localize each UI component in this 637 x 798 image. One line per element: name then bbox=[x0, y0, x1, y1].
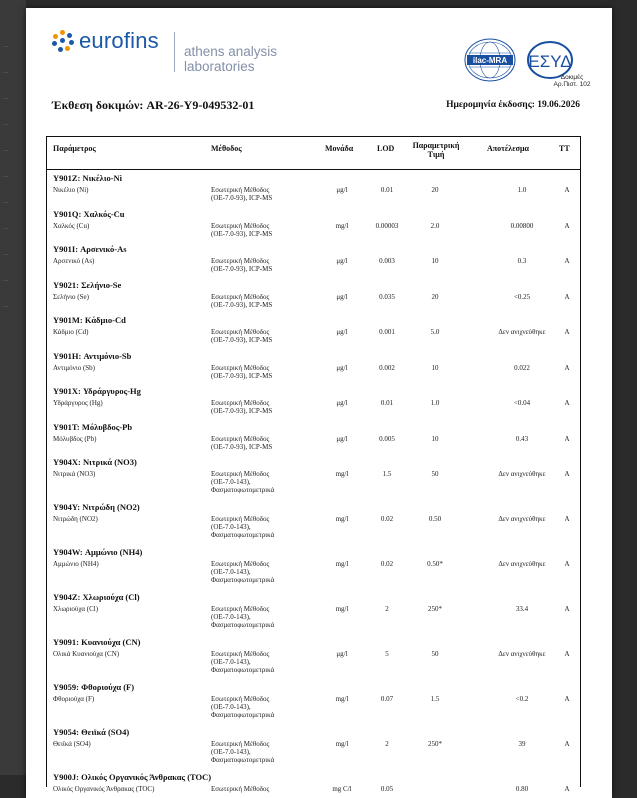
eurofins-logo bbox=[52, 28, 159, 54]
svg-text:ΕΣΥΔ: ΕΣΥΔ bbox=[528, 52, 572, 71]
row-method-line: Εσωτερική Μέθοδος bbox=[211, 740, 270, 748]
row-parametric: 10 bbox=[431, 257, 439, 265]
results-table bbox=[46, 136, 581, 793]
row-lod: 0.035 bbox=[379, 292, 395, 301]
row-parameter: Χαλκός (Cu) bbox=[53, 221, 90, 230]
row-method-line: Φασματοφωτομετρικά bbox=[211, 531, 275, 539]
row-parametric: 250* bbox=[428, 740, 442, 748]
row-tt: A bbox=[564, 650, 570, 658]
header-lod: LOD bbox=[377, 144, 395, 153]
row-parameter: Θειϊκά (SO4) bbox=[53, 740, 91, 748]
row-unit: μg/l bbox=[336, 292, 348, 301]
row-method-line: Εσωτερική Μέθοδος bbox=[211, 363, 270, 372]
row-parameter: Νικέλιο (Ni) bbox=[53, 186, 89, 194]
row-method-line: (ΟΕ-7.0-143), bbox=[211, 523, 251, 531]
row-parameter: Ολικά Κυανιούχα (CN) bbox=[53, 650, 120, 658]
svg-text:ilac-MRA: ilac-MRA bbox=[472, 56, 508, 65]
esyd-icon bbox=[528, 42, 572, 78]
row-method bbox=[211, 695, 311, 719]
row-parametric: 1.5 bbox=[430, 695, 440, 703]
row-result: <0.2 bbox=[515, 695, 529, 703]
report-page bbox=[26, 8, 612, 798]
row-tt: A bbox=[564, 328, 570, 336]
row-method-line: Φασματοφωτομετρικά bbox=[211, 756, 275, 764]
row-method-line: Εσωτερική Μέθοδος bbox=[211, 515, 270, 523]
row-tt: A bbox=[564, 363, 570, 372]
row-result: 0.80 bbox=[515, 785, 529, 793]
row-group-title: Y904W: Αμμώνιο (NH4) bbox=[53, 547, 143, 557]
background-ghost-line: ... bbox=[2, 196, 9, 205]
background-ghost-line: ... bbox=[2, 92, 9, 101]
row-parameter: Νιτρικά (NO3) bbox=[53, 470, 96, 478]
row-result: 0.43 bbox=[515, 434, 529, 443]
row-unit: mg/l bbox=[335, 515, 349, 523]
logo-subtitle bbox=[184, 44, 277, 74]
row-lod: 0.002 bbox=[379, 363, 395, 372]
background-ghost-line: ... bbox=[2, 222, 9, 231]
row-unit: mg/l bbox=[335, 560, 349, 568]
header-tt: ΤΤ bbox=[559, 144, 570, 153]
row-method-line: Εσωτερική Μέθοδος bbox=[211, 560, 270, 568]
row-group-title: Y901M: Κάδμιο-Cd bbox=[53, 315, 126, 325]
row-method-line: (ΟΕ-7.0-143), bbox=[211, 613, 251, 621]
row-lod: 0.02 bbox=[380, 560, 394, 568]
row-group-title: Y900J: Ολικός Οργανικός Άνθρακας (TOC) bbox=[53, 772, 212, 782]
row-parametric: 10 bbox=[431, 363, 439, 372]
row-parametric: 0.50 bbox=[428, 515, 442, 523]
row-group-title: Y904Z: Χλωριούχα (Cl) bbox=[53, 592, 140, 602]
row-result: 0.00800 bbox=[510, 221, 534, 230]
row-parametric: 10 bbox=[431, 434, 439, 443]
row-method-line: Εσωτερική Μέθοδος bbox=[211, 434, 270, 443]
background-ghost-line: ... bbox=[2, 118, 9, 127]
background-ghost-line: ... bbox=[2, 274, 9, 283]
header-result: Αποτέλεσμα bbox=[487, 144, 529, 153]
row-result: 39 bbox=[518, 740, 526, 748]
row-unit: mg/l bbox=[335, 740, 349, 748]
row-method-line: (ΟΕ-7.0-143), bbox=[211, 568, 251, 576]
row-tt: A bbox=[564, 785, 570, 793]
row-lod: 0.07 bbox=[380, 695, 394, 703]
row-unit: μg/l bbox=[336, 650, 348, 658]
row-method-line: Εσωτερική Μέθοδος bbox=[211, 257, 270, 265]
row-method-line: (ΟΕ-7.0-93), ICP-MS bbox=[211, 265, 273, 273]
accreditation-caption bbox=[548, 74, 596, 88]
row-group-title: Y9021: Σελήνιο-Se bbox=[53, 279, 122, 290]
row-result: <0.25 bbox=[513, 292, 531, 301]
row-result: Δεν ανιχνεύθηκε bbox=[498, 650, 546, 658]
row-method bbox=[211, 364, 311, 380]
row-method bbox=[211, 605, 311, 629]
row-method-line: Εσωτερική Μέθοδος bbox=[211, 292, 270, 301]
row-lod: 0.001 bbox=[379, 328, 395, 336]
row-parametric: 20 bbox=[431, 292, 439, 301]
row-unit: mg C/l bbox=[332, 785, 352, 793]
background-ghost-line: ... bbox=[2, 40, 9, 49]
row-lod: 5 bbox=[385, 650, 389, 658]
header-unit: Μονάδα bbox=[325, 144, 354, 153]
logo-subtitle-line2: laboratories bbox=[184, 59, 255, 74]
row-tt: A bbox=[564, 399, 570, 407]
header-parametric: Παραμετρική Τιμή bbox=[412, 141, 460, 159]
row-method bbox=[211, 257, 311, 273]
background-ghost-line: ... bbox=[2, 300, 9, 309]
row-result: 1.0 bbox=[517, 186, 527, 194]
row-group-title: Y9091: Κυανιούχα (CN) bbox=[53, 637, 141, 647]
row-unit: μg/l bbox=[336, 399, 348, 407]
accreditation-caption-line1: Δοκιμές bbox=[560, 74, 584, 81]
row-method-line: (ΟΕ-7.0-143), bbox=[211, 478, 251, 486]
row-parameter: Μόλυβδος (Pb) bbox=[53, 434, 97, 443]
row-unit: μg/l bbox=[336, 434, 348, 443]
row-tt: A bbox=[564, 470, 570, 478]
row-method bbox=[211, 740, 311, 764]
row-tt: A bbox=[564, 740, 570, 748]
row-tt: A bbox=[564, 186, 570, 194]
row-unit: mg/l bbox=[335, 605, 349, 613]
row-parameter: Ολικός Οργανικός Άνθρακας (TOC) bbox=[53, 785, 155, 793]
row-group-title: Y901T: Μόλυβδος-Pb bbox=[53, 421, 133, 432]
row-parameter: Σελήνιο (Se) bbox=[53, 292, 89, 301]
row-result: 33.4 bbox=[515, 605, 529, 613]
row-group-title: Y901I: Αρσενικό-As bbox=[53, 244, 127, 254]
row-unit: mg/l bbox=[335, 470, 349, 478]
row-tt: A bbox=[564, 221, 570, 230]
row-result: Δεν ανιχνεύθηκε bbox=[498, 470, 546, 478]
row-method-line: (ΟΕ-7.0-93), ICP-MS bbox=[211, 336, 273, 344]
row-lod: 0.005 bbox=[379, 434, 395, 443]
row-method-line: (ΟΕ-7.0-93), ICP-MS bbox=[211, 300, 273, 309]
row-tt: A bbox=[564, 257, 570, 265]
background-window bbox=[0, 0, 26, 775]
row-lod: 1.5 bbox=[382, 470, 392, 478]
header-param: Παράμετρος bbox=[53, 144, 96, 153]
row-group-title: Y901Z: Νικέλιο-Ni bbox=[53, 173, 123, 183]
row-method-line: Φασματοφωτομετρικά bbox=[211, 576, 275, 584]
logo-wordmark: eurofins bbox=[79, 28, 159, 53]
row-method-line: (ΟΕ-7.0-93), ICP-MS bbox=[211, 407, 273, 415]
row-method bbox=[211, 293, 311, 309]
row-tt: A bbox=[564, 605, 570, 613]
row-method-line: Εσωτερική Μέθοδος bbox=[211, 221, 270, 230]
row-lod: 0.01 bbox=[380, 186, 394, 194]
logo-subtitle-line1: athens analysis bbox=[184, 44, 278, 59]
row-lod: 2 bbox=[385, 740, 389, 748]
row-method-line: Φασματοφωτομετρικά bbox=[211, 666, 275, 674]
row-group-title: Y9054: Θειϊκά (SO4) bbox=[53, 727, 130, 737]
row-group-title: Y901Q: Χαλκός-Cu bbox=[53, 208, 125, 219]
row-parametric: 1.0 bbox=[430, 399, 440, 407]
row-parametric: 250* bbox=[428, 605, 442, 613]
background-ghost-line: ... bbox=[2, 144, 9, 153]
row-method-line: Εσωτερική Μέθοδος bbox=[211, 328, 270, 336]
row-method bbox=[211, 328, 311, 344]
logo-divider bbox=[174, 32, 175, 72]
row-tt: A bbox=[564, 560, 570, 568]
row-parameter: Αντιμόνιο (Sb) bbox=[53, 363, 96, 372]
row-group-title: Y901H: Αντιμόνιο-Sb bbox=[53, 350, 132, 361]
row-unit: μg/l bbox=[336, 363, 348, 372]
row-method-line: (ΟΕ-7.0-93), ICP-MS bbox=[211, 194, 273, 202]
row-method-line: Φασματοφωτομετρικά bbox=[211, 711, 275, 719]
row-result: 0.022 bbox=[514, 363, 530, 372]
row-method bbox=[211, 560, 311, 584]
row-method-line: Φασματοφωτομετρικά bbox=[211, 486, 275, 494]
row-method bbox=[211, 435, 311, 451]
row-parameter: Φθοριούχα (F) bbox=[53, 695, 95, 703]
row-unit: mg/l bbox=[335, 221, 349, 230]
row-tt: A bbox=[564, 515, 570, 523]
row-lod: 0.05 bbox=[380, 785, 394, 793]
row-method bbox=[211, 785, 311, 793]
header-method: Μέθοδος bbox=[211, 144, 242, 153]
row-unit: mg/l bbox=[335, 695, 349, 703]
row-tt: A bbox=[564, 695, 570, 703]
row-lod: 2 bbox=[385, 605, 389, 613]
row-parametric: 50 bbox=[431, 650, 439, 658]
background-ghost-line: ... bbox=[2, 66, 9, 75]
background-ghost-line: ... bbox=[2, 170, 9, 179]
row-group-title: Y901X: Υδράργυρος-Hg bbox=[53, 386, 141, 396]
row-method bbox=[211, 186, 311, 202]
row-group-title: Y9059: Φθοριούχα (F) bbox=[53, 682, 135, 692]
row-group-title: Y904Y: Νιτρώδη (NO2) bbox=[53, 502, 140, 512]
row-method-line: Εσωτερική Μέθοδος bbox=[211, 695, 270, 703]
row-result: Δεν ανιχνεύθηκε bbox=[498, 515, 546, 523]
row-method-line: Εσωτερική Μέθοδος bbox=[211, 785, 270, 793]
row-parameter: Αρσενικό (As) bbox=[53, 257, 95, 265]
row-lod: 0.02 bbox=[380, 515, 394, 523]
row-parametric: 0.50* bbox=[427, 560, 443, 568]
row-method bbox=[211, 399, 311, 415]
row-method-line: Φασματοφωτομετρικά bbox=[211, 621, 275, 629]
row-parameter: Κάδμιο (Cd) bbox=[53, 328, 89, 336]
row-parameter: Χλωριούχα (Cl) bbox=[53, 605, 99, 613]
row-lod: 0.003 bbox=[379, 257, 395, 265]
row-method-line: (ΟΕ-7.0-143), bbox=[211, 658, 251, 666]
table-header bbox=[47, 137, 580, 170]
row-method bbox=[211, 470, 311, 494]
row-method-line: (ΟΕ-7.0-93), ICP-MS bbox=[211, 229, 273, 238]
row-parameter: Νιτρώδη (NO2) bbox=[53, 515, 98, 523]
row-unit: μg/l bbox=[336, 186, 348, 194]
row-method-line: Εσωτερική Μέθοδος bbox=[211, 470, 270, 478]
row-parametric: 20 bbox=[431, 186, 439, 194]
row-method-line: Εσωτερική Μέθοδος bbox=[211, 186, 270, 194]
accreditation-caption-line2: Αρ.Πιστ. 102 bbox=[553, 81, 591, 88]
row-parametric: 2.0 bbox=[430, 221, 440, 230]
row-lod: 0.00003 bbox=[375, 221, 399, 230]
row-result: 0.3 bbox=[517, 257, 527, 265]
row-method bbox=[211, 222, 311, 238]
eurofins-dots-icon bbox=[52, 30, 74, 52]
row-method bbox=[211, 650, 311, 674]
row-group-title: Y904X: Νιτρικά (NO3) bbox=[53, 457, 137, 467]
row-method-line: (ΟΕ-7.0-143), bbox=[211, 748, 251, 756]
row-result: <0.04 bbox=[513, 399, 531, 407]
row-method-line: Εσωτερική Μέθοδος bbox=[211, 650, 270, 658]
row-method bbox=[211, 515, 311, 539]
row-method-line: (ΟΕ-7.0-93), ICP-MS bbox=[211, 442, 273, 451]
row-tt: A bbox=[564, 292, 570, 301]
row-unit: μg/l bbox=[336, 328, 348, 336]
row-parametric: 50 bbox=[431, 470, 439, 478]
row-method-line: Εσωτερική Μέθοδος bbox=[211, 605, 270, 613]
row-parameter: Υδράργυρος (Hg) bbox=[53, 399, 103, 407]
row-method-line: (ΟΕ-7.0-93), ICP-MS bbox=[211, 371, 273, 380]
row-parameter: Αμμώνιο (NH4) bbox=[53, 560, 99, 568]
row-method-line: (ΟΕ-7.0-143), bbox=[211, 703, 251, 711]
row-lod: 0.01 bbox=[380, 399, 394, 407]
row-result: Δεν ανιχνεύθηκε bbox=[498, 560, 546, 568]
row-result: Δεν ανιχνεύθηκε bbox=[498, 328, 546, 336]
report-title: Έκθεση δοκιμών: AR-26-Y9-049532-01 bbox=[52, 98, 255, 112]
background-ghost-line: ... bbox=[2, 248, 9, 257]
row-tt: A bbox=[564, 434, 570, 443]
row-method-line: Εσωτερική Μέθοδος bbox=[211, 399, 270, 407]
row-unit: μg/l bbox=[336, 257, 348, 265]
ilac-mra-icon bbox=[465, 39, 515, 81]
issue-date: Ημερομηνία έκδοσης: 19.06.2026 bbox=[446, 100, 580, 110]
row-parametric: 5.0 bbox=[430, 328, 440, 336]
